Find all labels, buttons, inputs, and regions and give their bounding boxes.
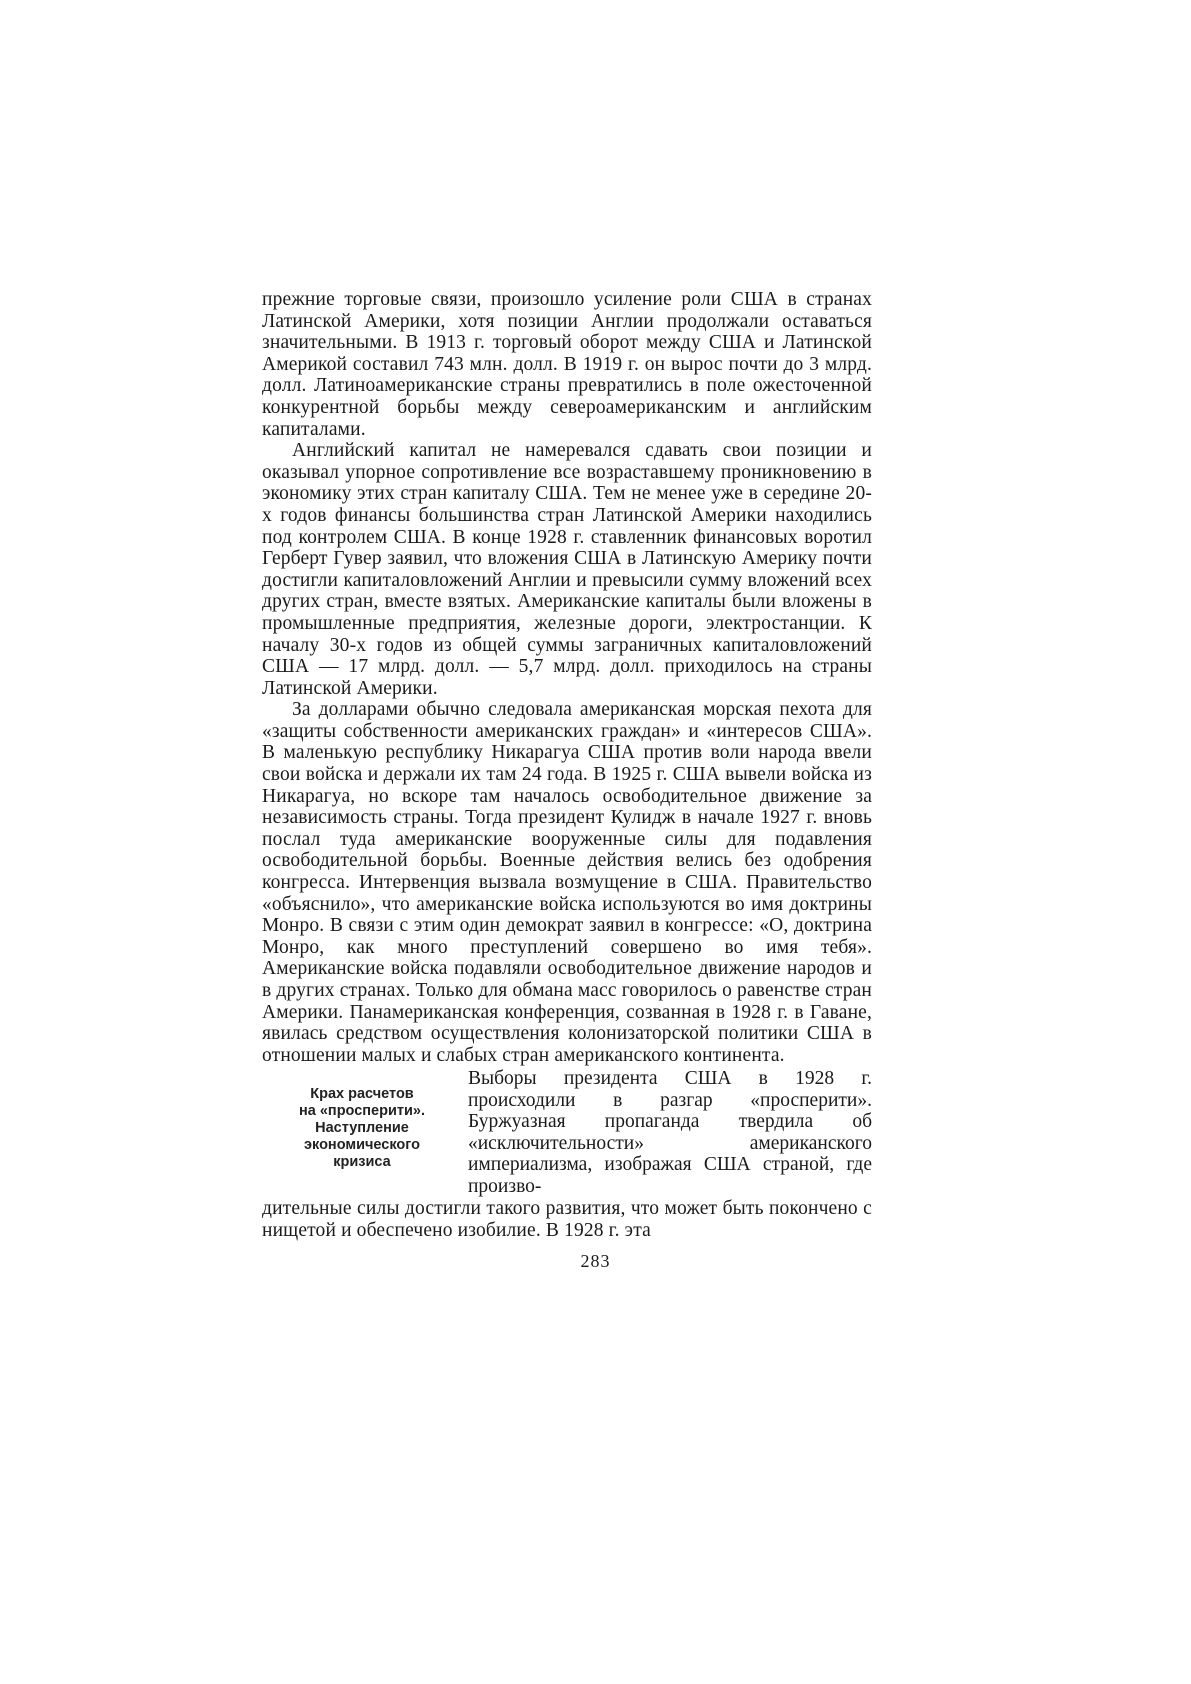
section-intro-text: Выборы президента США в 1928 г. происходили в разгар «просперити». Буржуазная пропаганда твердила об «исключительности» американского империализма, изображая США страной, где произво- — [468, 1068, 872, 1197]
main-text — [262, 289, 872, 1066]
section-heading-line: кризиса — [333, 1154, 391, 1170]
paragraph: За долларами обычно следовала американская морская пехота для «защиты собственности американских граждан» и «интересов США». В маленькую республику Никарагуа США против воли народа ввели свои войска и держали их там 24 года. В 1925 г. США вывели войска из Никарагуа, но вскоре там началось освободительное движение за независимость страны. Тогда президент Кулидж в начале 1927 г. вновь послал туда американские вооруженные силы для подавления освободительной борьбы. Военные действия велись без одобрения конгресса. Интервенция вызвала возмущение в США. Правительство «объяснило», что американские войска используются во имя доктрины Монро. В связи с этим один демократ заявил в конгрессе: «О, доктрина Монро, как много преступлений совершено во имя тебя». Американские войска подавляли освободительное движение народов и в других странах. Только для обмана масс говорилось о равенстве стран Америки. Панамериканская конференция, созванная в 1928 г. в Гаване, явилась средством осуществления колонизаторской политики США в отношении малых и слабых стран американского континента. — [262, 699, 872, 1066]
section-intro — [468, 1068, 872, 1198]
section-heading-line: Крах расчетов — [310, 1086, 414, 1102]
section-continuation — [262, 1198, 872, 1241]
section-heading-line: на «просперити». — [299, 1103, 425, 1119]
section-heading-line: экономического — [304, 1137, 420, 1153]
page-number: 283 — [580, 1251, 611, 1271]
section-heading-line: Наступление — [315, 1120, 409, 1136]
paragraph: прежние торговые связи, произошло усиление роли США в странах Латинской Америки, хотя позиции Англии продолжали оставаться значительными. В 1913 г. торговый оборот между США и Латинской Америкой составил 743 млн. долл. В 1919 г. он вырос почти до 3 млрд. долл. Латиноамериканские страны превратились в поле ожесточенной конкурентной борьбы между североамериканским и английским капиталами. — [262, 289, 872, 440]
paragraph: Английский капитал не намеревался сдавать свои позиции и оказывал упорное сопротивление все возраставшему проникновению в экономику этих стран капиталу США. Тем не менее уже в середине 20-х годов финансы большинства стран Латинской Америки находились под контролем США. В конце 1928 г. ставленник финансовых воротил Герберт Гувер заявил, что вложения США в Латинскую Америку почти достигли капиталовложений Англии и превысили сумму вложений всех других стран, вместе взятых. Американские капиталы были вложены в промышленные предприятия, железные дороги, электростанции. К началу 30-х годов из общей суммы заграничных капиталовложений США — 17 млрд. долл. — 5,7 млрд. долл. приходилось на страны Латинской Америки. — [262, 440, 872, 699]
section-tail-text: дительные силы достигли такого развития, что может быть покончено с нищетой и обеспечено изобилие. В 1928 г. эта — [262, 1198, 872, 1241]
section-heading — [282, 1086, 442, 1171]
